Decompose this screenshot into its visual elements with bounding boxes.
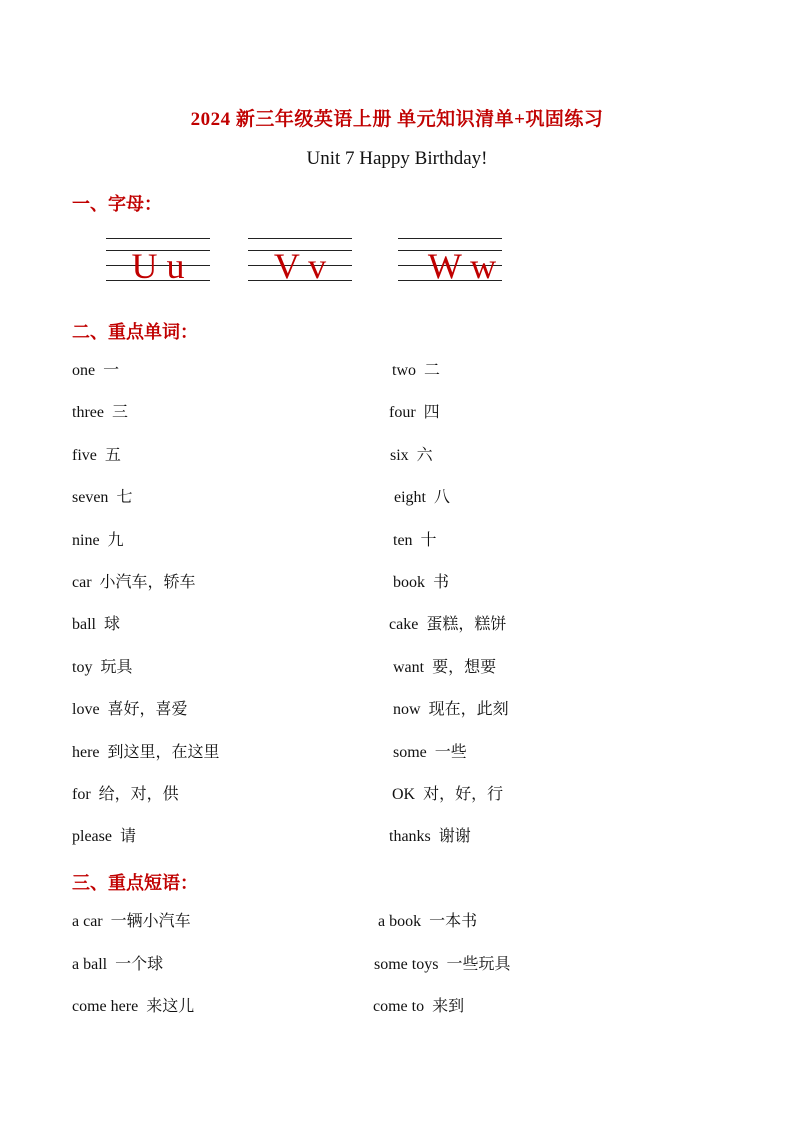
phrase-item: a ball 一个球 [72, 956, 164, 973]
word-item: book 书 [393, 574, 450, 591]
word-item: here 到这里，在这里 [72, 744, 220, 761]
phrase-item: a book 一本书 [378, 913, 478, 930]
word-item: want 要，想要 [393, 659, 497, 676]
word-item: thanks 谢谢 [389, 828, 471, 845]
phrase-item: a car 一辆小汽车 [72, 913, 191, 930]
document-title: 2024 新三年级英语上册 单元知识清单+巩固练习 [190, 109, 604, 130]
section-heading-letters: 一、字母： [72, 194, 162, 214]
word-item: car 小汽车，轿车 [72, 574, 196, 591]
phrase-item: come to 来到 [373, 998, 465, 1015]
word-item: ten 十 [393, 532, 437, 549]
phrase-item: come here 来这儿 [72, 998, 195, 1015]
letter-writing-box [398, 230, 502, 286]
letter-writing-box [248, 230, 352, 286]
word-item: one 一 [72, 362, 120, 379]
word-item: cake 蛋糕，糕饼 [389, 616, 507, 633]
word-item: seven 七 [72, 489, 133, 506]
word-item: eight 八 [394, 489, 451, 506]
letter-pair: V v [273, 246, 327, 286]
word-item: toy 玩具 [72, 659, 133, 676]
word-item: ball 球 [72, 616, 121, 633]
word-item: two 二 [392, 362, 441, 379]
word-item: OK 对，好，行 [392, 786, 504, 803]
word-item: love 喜好，喜爱 [72, 701, 188, 718]
letter-pair: U u [131, 246, 185, 286]
word-item: five 五 [72, 447, 121, 464]
word-item: some 一些 [393, 744, 467, 761]
letter-pair: W w [427, 246, 497, 286]
word-item: now 现在，此刻 [393, 701, 509, 718]
phrase-item: some toys 一些玩具 [374, 956, 511, 973]
word-item: four 四 [389, 404, 440, 421]
word-item: for 给，对，供 [72, 786, 179, 803]
section-heading-words: 二、重点单词： [72, 322, 198, 342]
section-heading-phrases: 三、重点短语： [72, 873, 198, 893]
word-item: three 三 [72, 404, 128, 421]
word-item: please 请 [72, 828, 136, 845]
word-item: six 六 [390, 447, 433, 464]
unit-subtitle: Unit 7 Happy Birthday! [306, 148, 488, 169]
word-item: nine 九 [72, 532, 124, 549]
letter-writing-box [106, 230, 210, 286]
